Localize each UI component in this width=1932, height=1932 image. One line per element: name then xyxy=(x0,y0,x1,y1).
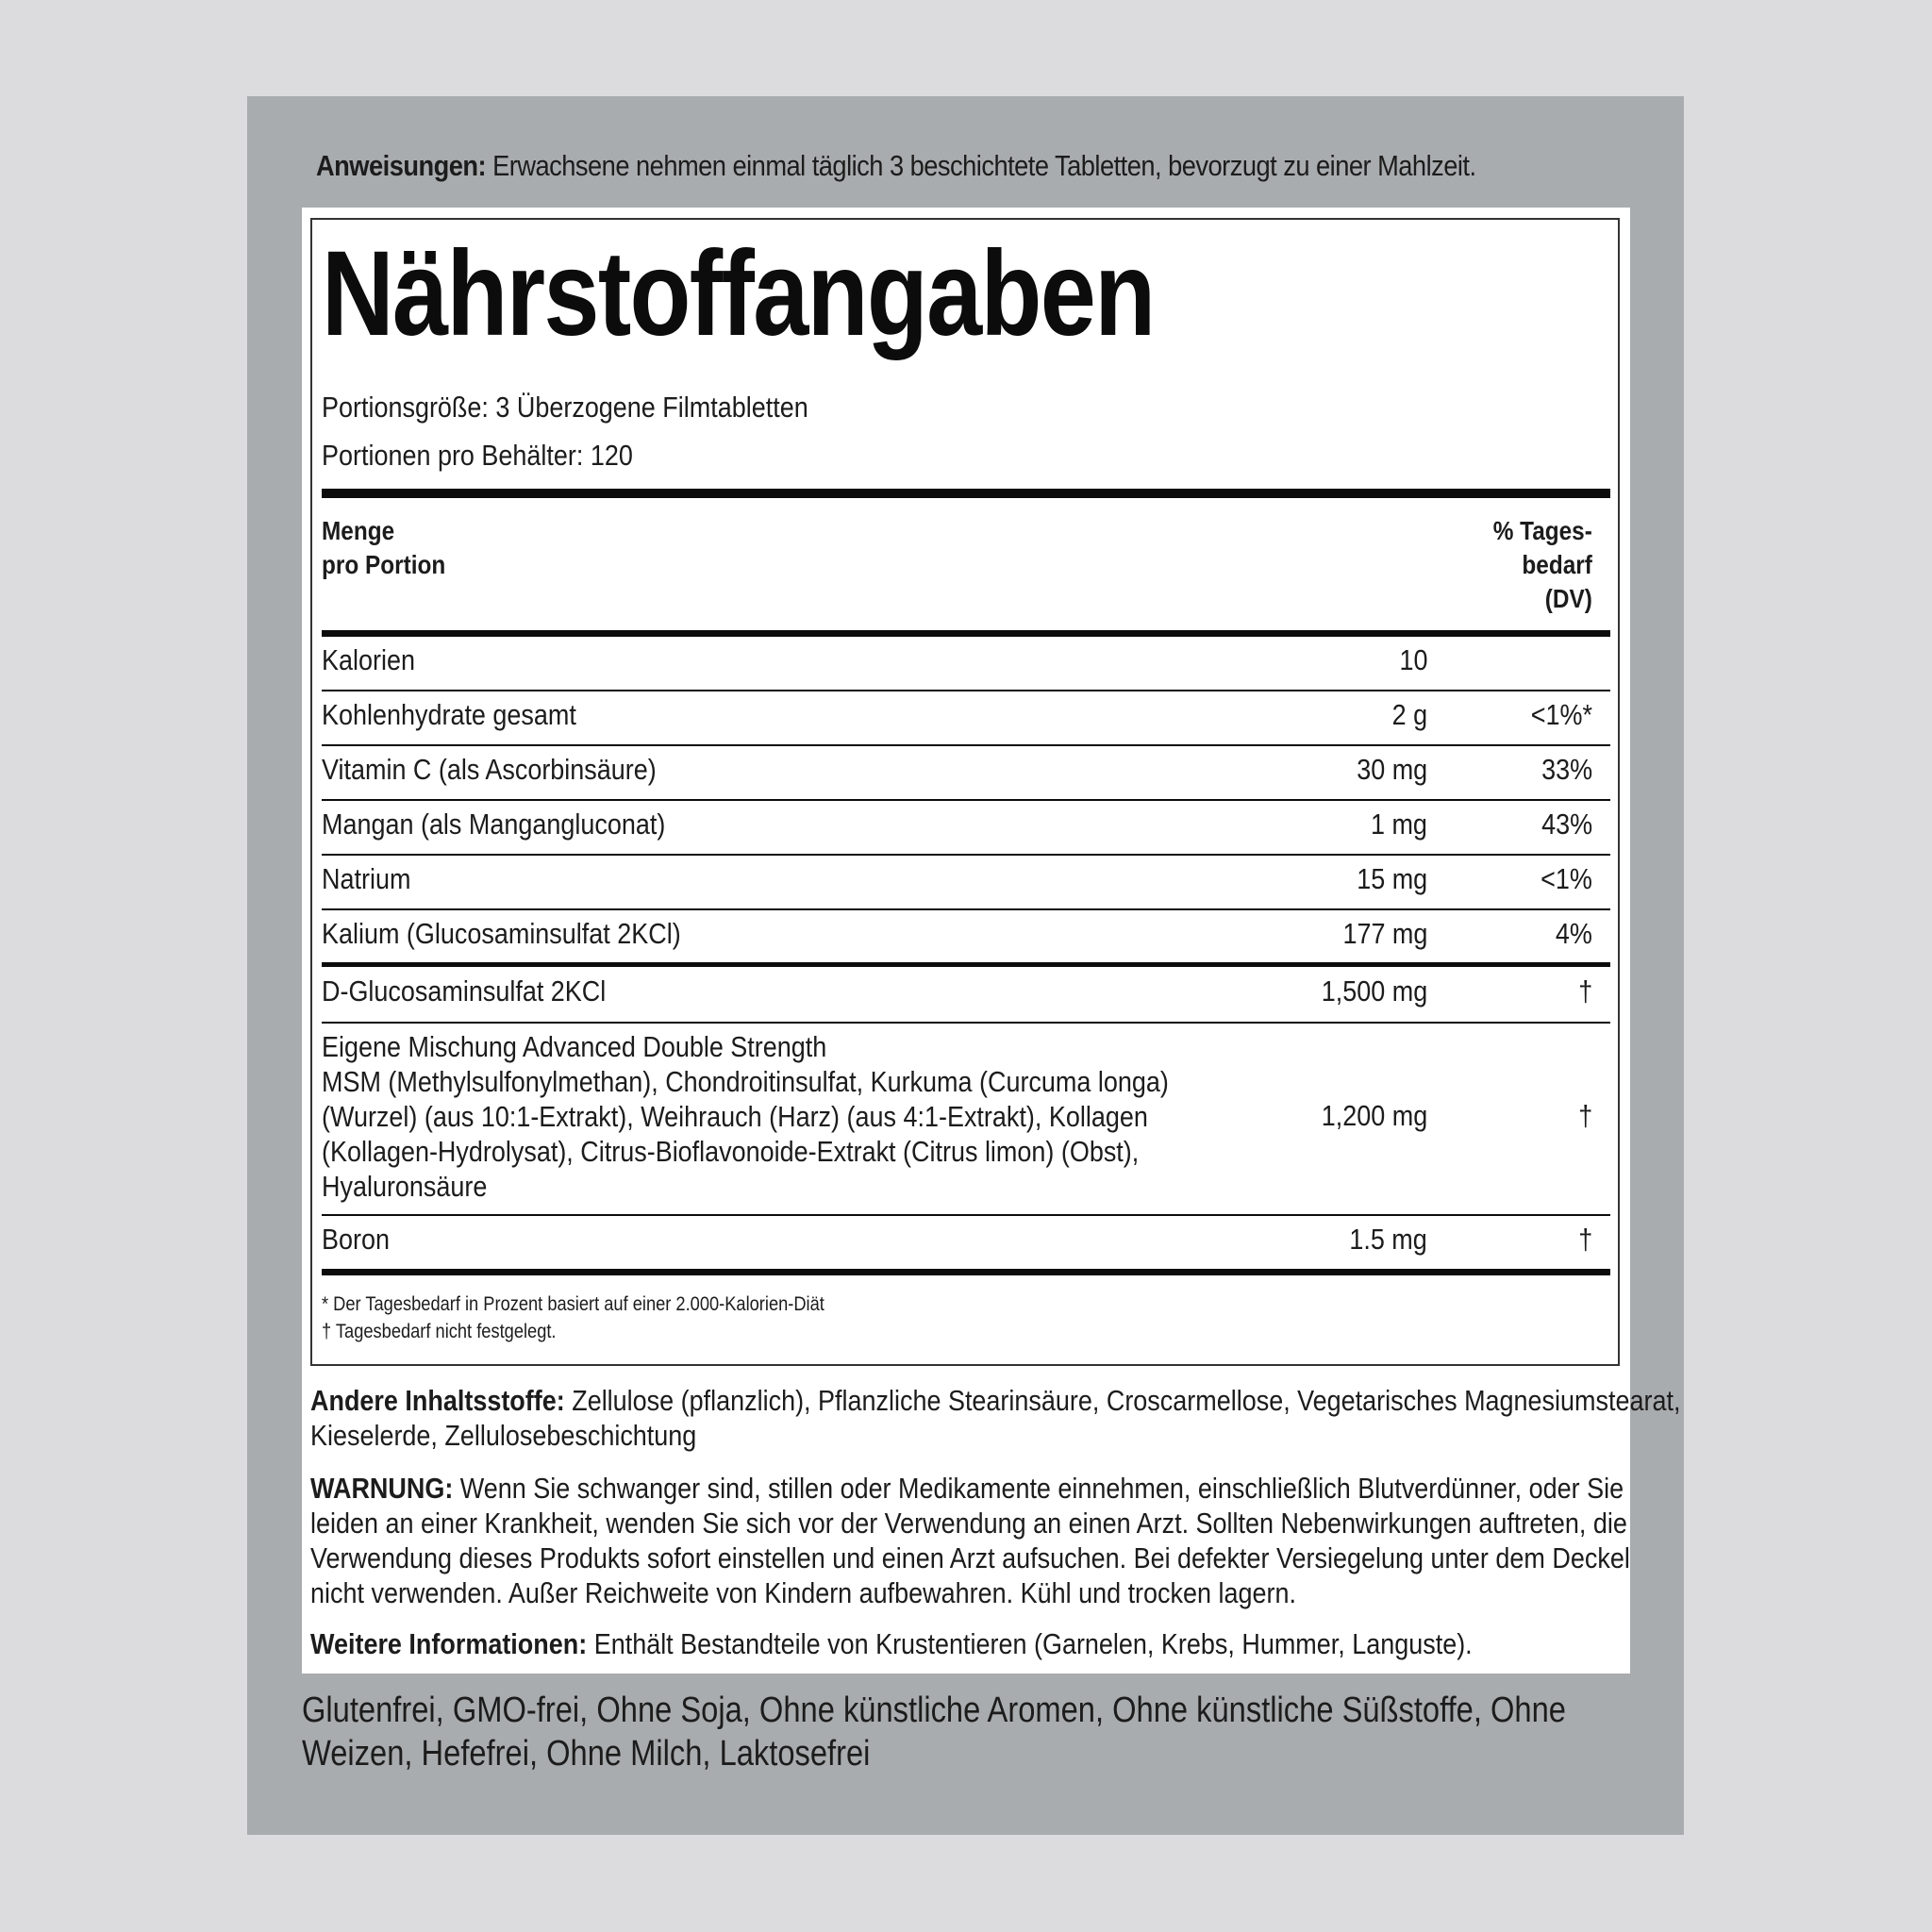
medium-rule xyxy=(322,630,1610,637)
row-divider xyxy=(322,1214,1610,1216)
dv-header-line-1: % Tages- xyxy=(1492,516,1592,545)
row-name: Natrium xyxy=(322,862,411,895)
other-ingredients-label: Andere Inhaltsstoffe: xyxy=(310,1384,565,1417)
warning xyxy=(310,1471,1630,1610)
row-name: Kohlenhydrate gesamt xyxy=(322,698,576,731)
amount-header xyxy=(322,514,445,582)
blend-line: MSM (Methylsulfonylmethan), Chondroitinsulfat, Kurkuma (Curcuma longa) xyxy=(322,1065,1169,1098)
amount-header-line-1: Menge xyxy=(322,516,395,545)
more-info-label: Weitere Informationen: xyxy=(310,1627,588,1660)
row-amount: 30 mg xyxy=(1357,753,1427,786)
row-divider xyxy=(322,1022,1610,1024)
row-amount: 1.5 mg xyxy=(1349,1223,1427,1256)
row-divider xyxy=(322,690,1610,691)
more-info xyxy=(310,1626,1475,1661)
directions-text: Erwachsene nehmen einmal täglich 3 beschichtete Tabletten, bevorzugt zu einer Mahlzeit. xyxy=(486,149,1476,182)
claims-line: Glutenfrei, GMO-frei, Ohne Soja, Ohne künstliche Aromen, Ohne künstliche Süßstoffe, Ohne xyxy=(302,1690,1566,1730)
row-dv: † xyxy=(1577,1099,1592,1132)
warning-text: nicht verwenden. Außer Reichweite von Kindern aufbewahren. Kühl und trocken lagern. xyxy=(310,1576,1296,1609)
blend-description xyxy=(322,1029,1169,1204)
other-ingredients-text: Zellulose (pflanzlich), Pflanzliche Stearinsäure, Croscarmellose, Vegetarisches Magnesiumstearat, xyxy=(564,1384,1681,1417)
servings-per-container: Portionen pro Behälter: 120 xyxy=(322,439,633,472)
blend-line: Hyaluronsäure xyxy=(322,1170,488,1203)
medium-rule xyxy=(322,1269,1610,1275)
row-amount: 10 xyxy=(1398,643,1427,676)
warning-text: Wenn Sie schwanger sind, stillen oder Medikamente einnehmen, einschließlich Blutverdünner, oder Sie xyxy=(453,1472,1624,1505)
directions-label: Anweisungen: xyxy=(316,149,487,182)
row-amount: 1 mg xyxy=(1371,808,1427,841)
row-amount: 2 g xyxy=(1391,698,1427,731)
other-ingredients-text: Kieselerde, Zellulosebeschichtung xyxy=(310,1419,697,1452)
row-dv: <1% xyxy=(1541,862,1592,895)
dv-header-line-3: (DV) xyxy=(1544,584,1592,613)
row-dv: <1%* xyxy=(1530,698,1592,731)
row-divider xyxy=(322,854,1610,856)
thick-rule xyxy=(322,489,1610,498)
free-from-claims xyxy=(302,1689,1566,1775)
row-name: Kalium (Glucosaminsulfat 2KCl) xyxy=(322,917,681,950)
row-name: Boron xyxy=(322,1223,390,1256)
facts-title: Nährstoffangaben xyxy=(322,226,1155,361)
row-dv: † xyxy=(1577,974,1592,1008)
row-divider xyxy=(322,908,1610,910)
row-name: Vitamin C (als Ascorbinsäure) xyxy=(322,753,657,786)
blend-line: (Wurzel) (aus 10:1-Extrakt), Weihrauch (Harz) (aus 4:1-Extrakt), Kollagen xyxy=(322,1100,1148,1133)
dv-header-line-2: bedarf xyxy=(1522,550,1592,579)
other-ingredients xyxy=(310,1383,1681,1453)
footnote-not-established: † Tagesbedarf nicht festgelegt. xyxy=(322,1321,557,1342)
row-name: Kalorien xyxy=(322,643,415,676)
row-amount: 15 mg xyxy=(1357,862,1427,895)
section-rule xyxy=(322,962,1610,967)
more-info-text: Enthält Bestandteile von Krustentieren (Garnelen, Krebs, Hummer, Languste). xyxy=(587,1627,1473,1660)
warning-label: WARNUNG: xyxy=(310,1472,454,1505)
row-divider xyxy=(322,744,1610,746)
row-divider xyxy=(322,799,1610,801)
footnote-daily-value: * Der Tagesbedarf in Prozent basiert auf einer 2.000-Kalorien-Diät xyxy=(322,1293,824,1315)
row-amount: 177 mg xyxy=(1342,917,1427,950)
warning-text: leiden an einer Krankheit, wenden Sie sich vor der Verwendung an einen Arzt. Sollten Nebenwirkungen auftreten, die xyxy=(310,1507,1627,1540)
row-name: D-Glucosaminsulfat 2KCl xyxy=(322,974,607,1008)
daily-value-header xyxy=(1493,514,1592,616)
row-name: Mangan (als Mangangluconat) xyxy=(322,808,666,841)
row-dv: † xyxy=(1577,1223,1592,1256)
row-dv: 4% xyxy=(1556,917,1592,950)
blend-line: Eigene Mischung Advanced Double Strength xyxy=(322,1030,827,1063)
amount-header-line-2: pro Portion xyxy=(322,550,446,579)
row-dv: 33% xyxy=(1541,753,1592,786)
claims-line: Weizen, Hefefrei, Ohne Milch, Laktosefrei xyxy=(302,1734,871,1774)
directions xyxy=(316,147,1495,185)
row-amount: 1,200 mg xyxy=(1321,1099,1427,1132)
blend-line: (Kollagen-Hydrolysat), Citrus-Bioflavonoide-Extrakt (Citrus limon) (Obst), xyxy=(322,1135,1140,1168)
row-dv: 43% xyxy=(1541,808,1592,841)
serving-size: Portionsgröße: 3 Überzogene Filmtabletten xyxy=(322,391,808,424)
row-amount: 1,500 mg xyxy=(1321,974,1427,1008)
warning-text: Verwendung dieses Produkts sofort einstellen und einen Arzt aufsuchen. Bei defekter Versiegelung unter dem Deckel xyxy=(310,1541,1630,1574)
